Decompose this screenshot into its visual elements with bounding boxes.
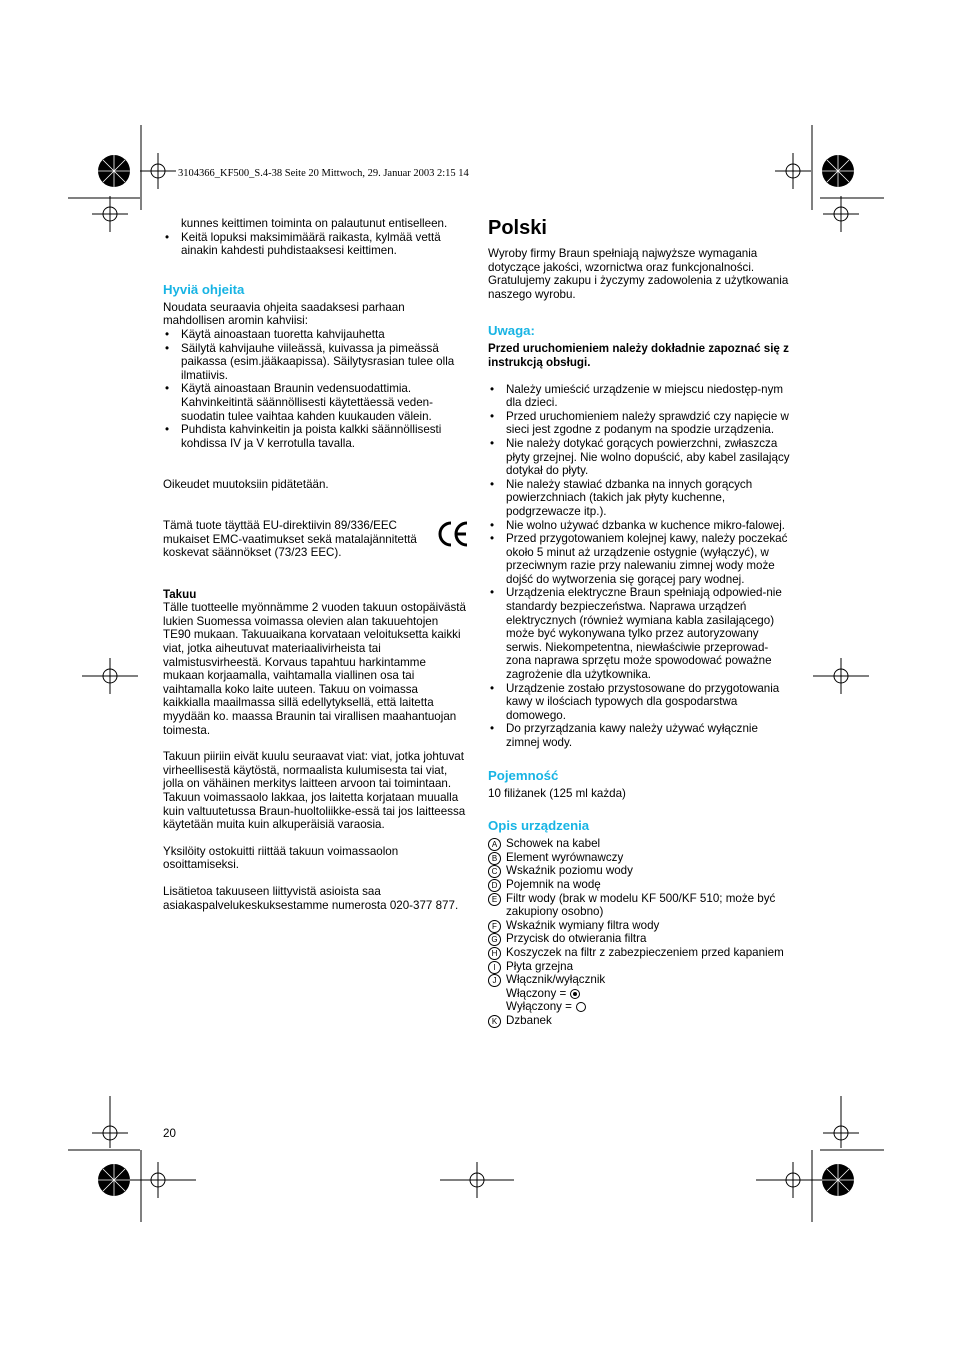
list-item: • Przed przygotowaniem kolejnej kawy, należy poczekać około 5 minut aż urządzenie ostygnie (wyłączyć), w przeciwnym razie przy nalewaniu zimnej wody może dojść do wytworzenia się gorącej pary wodnej.: [488, 532, 793, 586]
list-item: • Nie wolno używać dzbanka w kuchence mikro-falowej.: [488, 519, 793, 533]
list-item: • Käytä ainoastaan Braunin vedensuodattimia. Kahvinkeitintä säännöllisesti käytettäessä veden-suodatin tulee vaihtaa kahden kuukauden välein.: [163, 382, 468, 423]
legend-text: Wskaźnik wymiany filtra wody: [506, 918, 660, 932]
legend-text: Wskaźnik poziomu wody: [506, 864, 633, 878]
letter-badge: H: [488, 947, 501, 960]
power-on-icon: [570, 989, 580, 999]
list-item: kunnes keittimen toiminta on palautunut entiselleen.: [181, 217, 448, 230]
letter-badge: K: [488, 1015, 501, 1028]
legend-item: [488, 919, 793, 933]
legend-item: [488, 946, 793, 960]
letter-badge: G: [488, 933, 501, 946]
warranty-paragraph: Takuun piiriin eivät kuulu seuraavat viat: viat, jotka johtuvat virheellisestä käytöstä, normaalista kulumisesta tai viat, jolla on vähäinen merkitys laitteen arvoon tai toimintaan. Takuun voimassaolo lakkaa, jos laitetta korjataan muualla kuin valtuutetussa Braun-huoltoliikke-essä tai jos laitteessa käytetään muita kuin alkuperäisiä varaosia.: [163, 750, 466, 832]
warranty-heading: Takuu: [163, 587, 197, 601]
warnings-list: [488, 383, 793, 750]
legend-item: [488, 932, 793, 946]
print-header: 3104366_KF500_S.4-38 Seite 20 Mittwoch, 29. Januar 2003 2:15 14: [178, 168, 469, 179]
switch-off-label: Wyłączony =: [506, 1000, 572, 1014]
rights-notice: Oikeudet muutoksiin pidätetään.: [163, 478, 329, 492]
switch-on-label: Włączony =: [506, 986, 567, 1000]
ce-text: Tämä tuote täyttää EU-direktiivin 89/336/EEC mukaiset EMC-vaatimukset sekä matalajännitettä koskevat säännökset (73/23 EEC).: [163, 518, 417, 560]
tips-list: [163, 328, 468, 450]
capacity-heading: Pojemność: [488, 767, 559, 783]
letter-badge: C: [488, 865, 501, 878]
warranty-paragraph: Lisätietoa takuuseen liittyvistä asioista saa asiakaspalvelukeskuksestamme numerosta 020-377 877.: [163, 884, 459, 912]
list-item: • Nie należy dotykać gorących powierzchni, zwłaszcza płyty grzejnej. Nie wolno dopuścić, aby kabel zasilający dotykał do płyty.: [488, 437, 793, 478]
legend-text: Płyta grzejna: [506, 959, 574, 973]
intro-paragraph: Wyroby firmy Braun spełniają najwyższe wymagania dotyczące jakości, wzornictwa oraz funkcjonalności. Gratulujemy zakupu i życzymy zadowolenia z użytkowania naszego wyrobu.: [488, 247, 789, 301]
tips-heading: Hyviä ohjeita: [163, 281, 245, 297]
legend-item: [488, 878, 793, 892]
list-item: • Urządzenie zostało przystosowane do przygotowania kawy w ilościach typowych dla gospodarstwa domowego.: [488, 682, 793, 723]
list-item: • Do przyrządzania kawy należy używać wyłącznie zimnej wody.: [488, 722, 793, 749]
page-title: Polski: [488, 217, 547, 239]
letter-badge: B: [488, 852, 501, 865]
warning-lead: Przed uruchomieniem należy dokładnie zapoznać się z instrukcją obsługi.: [488, 342, 789, 369]
legend-text: Koszyczek na filtr z zabezpieczeniem przed kapaniem: [506, 945, 784, 959]
legend-text: Filtr wody (brak w modelu KF 500/KF 510; może być zakupiony osobno): [506, 891, 776, 919]
list-item: • Urządzenia elektryczne Braun spełniają odpowied-nie standardy bezpieczeństwa. Naprawa urządzeń elektrycznych (również wymiana kabla zasilającego) może być wykonywana tylko przez autoryzowany serwis. Niekompetentna, niewłaściwie przeprowad-zona naprawa sprzętu może spowodować poważne zagrożenie dla użytkownika.: [488, 586, 793, 681]
legend-item: [488, 851, 793, 865]
letter-badge: D: [488, 879, 501, 892]
warranty-paragraph: Yksilöity ostokuitti riittää takuun voimassaolon osoittamiseksi.: [163, 844, 399, 872]
list-item: • Przed uruchomieniem należy sprawdzić czy napięcie w sieci jest zgodne z podanym na spodzie urządzenia.: [488, 410, 793, 437]
warning-heading: Uwaga:: [488, 323, 535, 339]
list-item: • Nie należy stawiać dzbanka na innych gorących powierzchniach (takich jak płyty kuchenne, podgrzewacze itp.).: [488, 478, 793, 519]
tips-intro: Noudata seuraavia ohjeita saadaksesi parhaan mahdollisen aromin kahviisi:: [163, 300, 405, 328]
ce-mark-icon: [436, 519, 470, 549]
parts-legend: [488, 837, 793, 1027]
finnish-column: [163, 217, 468, 912]
list-item: • Keitä lopuksi maksimimäärä raikasta, kylmää vettä ainakin kahdesti puhdistaaksesi keittimen.: [163, 231, 468, 258]
list-item: • Należy umieścić urządzenie w miejscu niedostęp-nym dla dzieci.: [488, 383, 793, 410]
legend-item: [488, 1014, 793, 1028]
list-item: • Käytä ainoastaan tuoretta kahvijauhetta: [163, 328, 468, 342]
legend-item: [488, 973, 793, 987]
ce-block: [163, 519, 468, 560]
legend-text: Element wyrównawczy: [506, 850, 624, 864]
list-item: • Säilytä kahvijauhe viileässä, kuivassa ja pimeässä paikassa (esim.jääkaapissa). Säilytysrasian tulee olla ilmatiivis.: [163, 342, 468, 383]
page-number: 20: [163, 1127, 176, 1140]
letter-badge: J: [488, 974, 501, 987]
legend-text: Pojemnik na wodę: [506, 877, 601, 891]
legend-text: Dzbanek: [506, 1013, 552, 1027]
legend-item: [488, 960, 793, 974]
legend-item: [488, 864, 793, 878]
power-off-icon: [576, 1002, 586, 1012]
polish-column: [488, 217, 793, 1028]
intro-list: [163, 217, 468, 258]
letter-badge: F: [488, 920, 501, 933]
description-heading: Opis urządzenia: [488, 818, 590, 834]
warranty-paragraph: Tälle tuotteelle myönnämme 2 vuoden takuun ostopäivästä lukien Suomessa voimassa olevien alan takuuehtojen TE90 mukaan. Takuuaikana korvataan veloituksetta kaikki viat, jotka aiheutuvat materiaalivirheista tai valmistusvirheestä. Korvaus tapahtuu harkintamme mukaan korjaamalla, vaihtamalla viallinen osa tai vaihtamalla koko laite uuteen. Takuu on voimassa kaikkialla maailmassa sillä edellytyksellä, että laitetta myydään ko. maassa Braunin tai virallisen maahantuojan toimesta.: [163, 601, 466, 737]
legend-item: [488, 837, 793, 851]
letter-badge: E: [488, 893, 501, 906]
switch-on-row: [488, 987, 793, 1001]
capacity-text: 10 filiżanek (125 ml każda): [488, 786, 626, 800]
legend-text: Włącznik/wyłącznik: [506, 973, 606, 987]
legend-text: Schowek na kabel: [506, 837, 601, 851]
legend-item: [488, 892, 793, 919]
legend-text: Przycisk do otwierania filtra: [506, 932, 647, 946]
list-item: • Puhdista kahvinkeitin ja poista kalkki säännöllisesti kohdissa IV ja V kerrotulla tavalla.: [163, 423, 468, 450]
letter-badge: A: [488, 838, 501, 851]
letter-badge: I: [488, 961, 501, 974]
switch-off-row: [488, 1000, 793, 1014]
